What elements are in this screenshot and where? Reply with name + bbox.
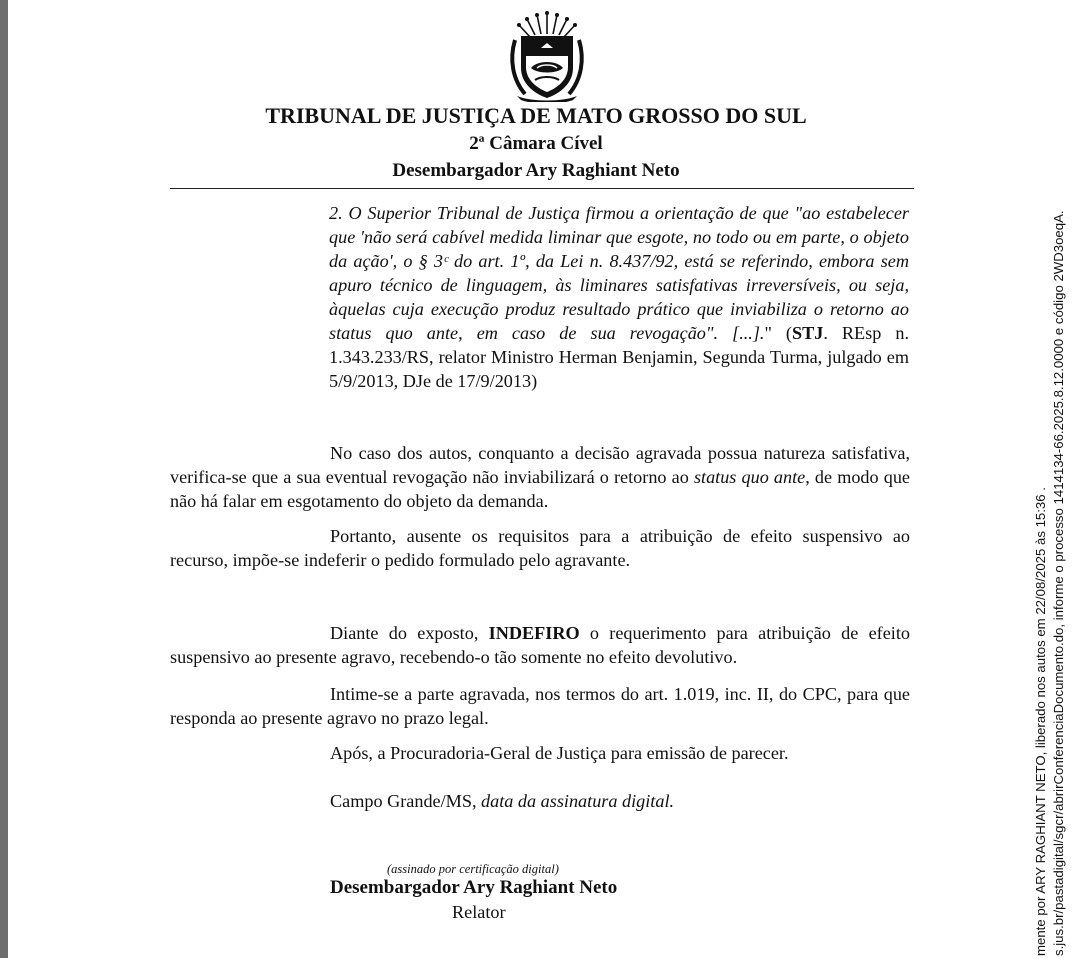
p3-bold: INDEFIRO [488, 623, 580, 643]
judge-header: Desembargador Ary Raghiant Neto [392, 160, 680, 181]
quote-italic-text: 2. O Superior Tribunal de Justiça firmou a orientação de que "ao estabelecer que 'não será cabível medida liminar que esgote, no todo ou em parte, o objeto da ação', o § 3ᶜ do art. 1º, da Lei n. 8.437/92, está se referindo, embora sem apuro técnico de linguagem, às liminares satisfativas irreversíveis, ou seja, àquelas cuja execução produz resultado prático que inviabiliza o retorno ao status quo ante, em caso de sua revogação". [...]. [329, 203, 909, 343]
signature-role: Relator [452, 902, 506, 922]
signature-note: (assinado por certificação digital) [387, 862, 559, 876]
header-divider [170, 188, 914, 189]
paragraph-case-facts [170, 441, 910, 513]
paragraph-prosecution: Após, a Procuradoria-Geral de Justiça para emissão de parecer. [330, 743, 789, 763]
p6-italic: data da assinatura digital. [481, 791, 675, 811]
chamber-name: 2ª Câmara Cível [469, 133, 603, 154]
court-name: TRIBUNAL DE JUSTIÇA DE MATO GROSSO DO SUL [265, 103, 807, 128]
p1-italic: status quo ante [693, 467, 806, 487]
paragraph-decision [170, 621, 910, 669]
p3-text-a: Diante do exposto, [330, 623, 489, 643]
p6-text-a: Campo Grande/MS, [330, 791, 482, 811]
quote-court: STJ [791, 323, 824, 343]
signature-name: Desembargador Ary Raghiant Neto [330, 877, 618, 898]
quote-close-mark: " ( [764, 323, 792, 343]
paragraph-conclusion: Portanto, ausente os requisitos para a atribuição de efeito suspensivo ao recurso, impõe-se indeferir o pedido formulado pelo agravante. [170, 526, 910, 570]
document-page [8, 0, 1080, 958]
coat-of-arms-icon [507, 10, 587, 102]
place-and-date [170, 789, 910, 813]
paragraph-notification: Intime-se a parte agravada, nos termos do art. 1.019, inc. II, do CPC, para que responda ao presente agravo no prazo legal. [170, 684, 910, 728]
p1-text-b: , de modo que não há falar em esgotamento do objeto da demanda. [170, 467, 911, 511]
quote-citation: . REsp n. 1.343.233/RS, relator Ministro Herman Benjamin, Segunda Turma, julgado em 5/9/2013, DJe de 17/9/2013) [329, 323, 909, 391]
p1-text-a: No caso dos autos, conquanto a decisão agravada possua natureza satisfativa, verifica-se que a sua eventual revogação não inviabilizará o retorno ao [170, 443, 910, 487]
jurisprudence-quote [329, 201, 909, 393]
p3-text-b: o requerimento para atribuição de efeito suspensivo ao presente agravo, recebendo-o tão somente no efeito devolutivo. [170, 623, 910, 667]
